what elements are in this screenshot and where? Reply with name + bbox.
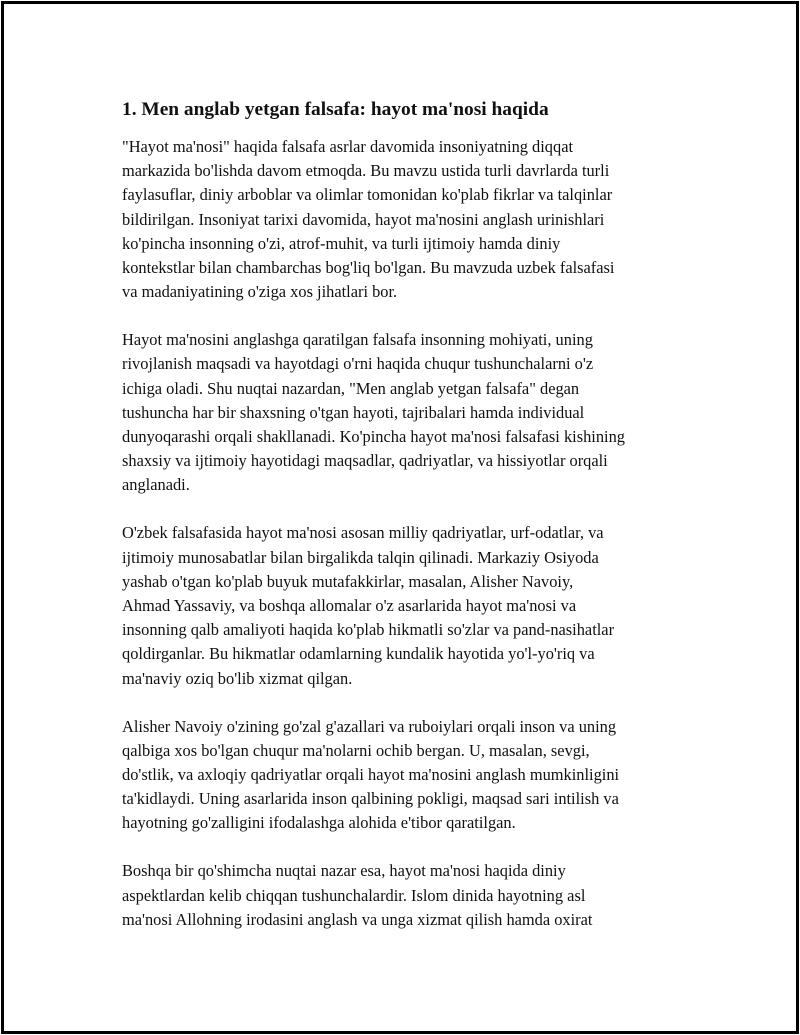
text-line: shaxsiy va ijtimoiy hayotidagi maqsadlar, qadriyatlar, va hissiyotlar orqali bbox=[122, 451, 608, 471]
text-line: hayotning go'zalligini ifodalashga alohida e'tibor qaratilgan. bbox=[122, 813, 516, 833]
text-line: tushuncha har bir shaxsning o'tgan hayoti, tajribalari hamda individual bbox=[122, 402, 585, 422]
text-line: markazida bo'lishda davom etmoqda. Bu mavzu ustida turli davrlarda turli bbox=[122, 161, 610, 181]
text-line: insonning qalb amaliyoti haqida ko'plab hikmatli so'zlar va pand-nasihatlar bbox=[122, 620, 615, 640]
text-line: ta'kidlaydi. Uning asarlarida inson qalbining pokligi, maqsad sari intilish va bbox=[122, 789, 619, 809]
text-line: ichiga oladi. Shu nuqtai nazardan, "Men anglab yetgan falsafa" degan bbox=[122, 378, 580, 398]
paragraph bbox=[122, 328, 694, 497]
text-line: Ahmad Yassaviy, va boshqa allomalar o'z asarlarida hayot ma'nosi va bbox=[122, 596, 577, 616]
paragraph bbox=[122, 715, 694, 836]
text-line: anglanadi. bbox=[122, 475, 190, 495]
text-line: ijtimoiy munosabatlar bilan birgalikda talqin qilinadi. Markaziy Osiyoda bbox=[122, 547, 599, 567]
text-line: do'stlik, va axloqiy qadriyatlar orqali hayot ma'nosini anglash mumkinligini bbox=[122, 765, 620, 785]
text-line: dunyoqarashi orqali shakllanadi. Ko'pincha hayot ma'nosi falsafasi kishining bbox=[122, 427, 625, 447]
text-line: qoldirganlar. Bu hikmatlar odamlarning kundalik hayotida yo'l-yo'riq va bbox=[122, 644, 595, 664]
text-line: ko'pincha insonning o'zi, atrof-muhit, va turli ijtimoiy hamda diniy bbox=[122, 233, 561, 253]
document-title: 1. Men anglab yetgan falsafa: hayot ma'nosi haqida bbox=[122, 99, 549, 120]
text-line: "Hayot ma'nosi" haqida falsafa asrlar davomida insoniyatning diqqat bbox=[122, 137, 574, 156]
page-frame bbox=[1, 1, 799, 1034]
text-line: va madaniyatining o'ziga xos jihatlari bor. bbox=[122, 282, 398, 302]
text-line: qalbiga xos bo'lgan chuqur ma'nolarni ochib bergan. U, masalan, sevgi, bbox=[122, 740, 590, 760]
text-line: Hayot ma'nosini anglashga qaratilgan falsafa insonning mohiyati, uning bbox=[122, 330, 593, 350]
text-line: kontekstlar bilan chambarchas bog'liq bo'lgan. Bu mavzuda uzbek falsafasi bbox=[122, 258, 615, 278]
text-line: rivojlanish maqsadi va hayotdagi o'rni haqida chuqur tushunchalarni o'z bbox=[122, 354, 594, 374]
text-line: faylasuflar, diniy arboblar va olimlar tomonidan ko'plab fikrlar va talqinlar bbox=[122, 185, 613, 205]
paragraph bbox=[122, 521, 694, 690]
paragraph bbox=[122, 859, 694, 932]
paragraph bbox=[122, 135, 694, 304]
text-line: ma'nosi Allohning irodasini anglash va unga xizmat qilish hamda oxirat bbox=[122, 909, 593, 929]
document-body bbox=[122, 96, 694, 956]
text-line: Boshqa bir qo'shimcha nuqtai nazar esa, hayot ma'nosi haqida diniy bbox=[122, 861, 566, 881]
text-line: bildirilgan. Insoniyat tarixi davomida, hayot ma'nosini anglash urinishlari bbox=[122, 209, 605, 229]
text-line: O'zbek falsafasida hayot ma'nosi asosan milliy qadriyatlar, urf-odatlar, va bbox=[122, 523, 604, 543]
text-line: ma'naviy oziq bo'lib xizmat qilgan. bbox=[122, 668, 353, 688]
text-line: Alisher Navoiy o'zining go'zal g'azallari va ruboiylari orqali inson va uning bbox=[122, 716, 617, 736]
text-line: aspektlardan kelib chiqqan tushunchalardir. Islom dinida hayotning asl bbox=[122, 885, 586, 905]
text-line: yashab o'tgan ko'plab buyuk mutafakkirlar, masalan, Alisher Navoiy, bbox=[122, 571, 574, 591]
